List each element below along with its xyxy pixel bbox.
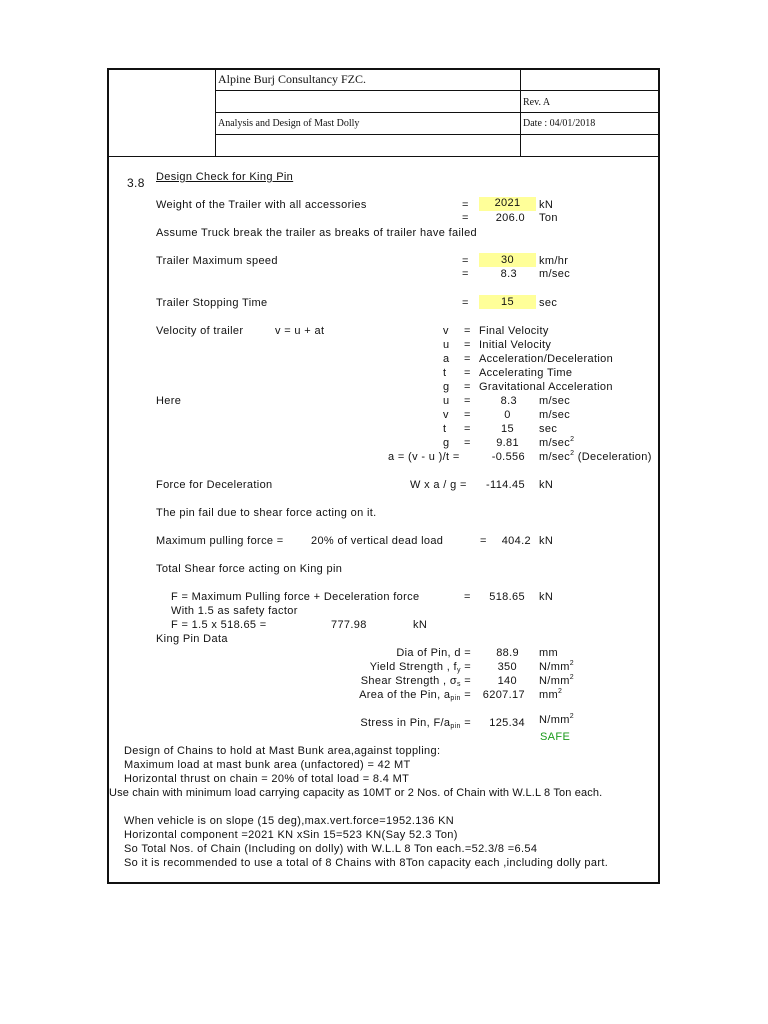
chains-line-1: Design of Chains to hold at Mast Bunk area,against toppling: [124,745,441,757]
here-unit-g [539,437,574,450]
f2-unit: kN [413,619,428,631]
pull-label: Maximum pulling force = [156,535,284,547]
pull-percent: 20% of vertical dead load [311,535,444,547]
unit-text: N/mm [539,714,570,726]
here-label: Here [156,395,182,407]
here-value: 15 [501,423,514,435]
weight-kn-value: 2021 [494,197,521,209]
here-symbol: v [443,409,449,421]
weight-ton-equals: = [462,212,469,224]
chains-line-2: Maximum load at mast bunk area (unfactored) = 42 MT [124,759,411,771]
chains-line-3: Horizontal thrust on chain = 20% of total load = 8.4 MT [124,773,410,785]
def-description: Gravitational Acceleration [479,381,613,393]
shear-strength-unit [539,675,574,688]
yield-text: Yield Strength , f [369,661,457,673]
here-value: 9.81 [496,437,519,449]
def-equals: = [464,367,471,379]
decel-formula: W x a / g = [410,479,467,491]
subscript-pin: pin [450,695,461,702]
def-symbol: v [443,325,449,337]
here-equals: = [464,423,471,435]
header-col-left [215,68,216,156]
total-shear-label: Total Shear force acting on King pin [156,563,343,575]
subscript-pin: pin [450,723,461,730]
def-equals: = [464,353,471,365]
document-subject: Analysis and Design of Mast Dolly [218,118,360,129]
superscript-2: 2 [569,674,574,681]
stress-value: 125.34 [489,717,525,729]
speed-kmhr-unit: km/hr [539,255,569,267]
def-symbol: a [443,353,450,365]
stress-label: Stress in Pin, $F/a_{pin}$ = [360,717,471,730]
pull-unit: kN [539,535,554,547]
a-value: -0.556 [491,451,525,463]
dia-label: Dia of Pin, d = [396,647,471,659]
f-equals: = [464,591,471,603]
area-text: Area of the Pin, a [359,689,451,701]
weight-ton-unit: Ton [539,212,558,224]
pull-value: 404.2 [501,535,531,547]
here-symbol: g [443,437,450,449]
chains-line-6: Horizontal component =2021 KN xSin 15=523 KN(Say 52.3 Ton) [124,829,458,841]
stress-text: Stress in Pin, F/a [360,717,451,729]
unit-text: mm [539,689,559,701]
chains-line-7: So Total Nos. of Chain (Including on dolly) with W.L.L 8 Ton each.=52.3/8 =6.54 [124,843,538,855]
speed-label: Trailer Maximum speed [156,255,278,267]
unit-text: N/mm [539,661,570,673]
safe-status: SAFE [540,731,571,743]
here-unit: m/sec [539,409,571,421]
section-number: 3.8 [127,176,145,190]
chains-line-4: Use chain with minimum load carrying capacity as 10MT or 2 Nos. of Chain with W.L.L 8 Ton each. [109,787,603,799]
speed-kmhr-value: 30 [501,254,514,266]
yield-value: 350 [497,661,517,673]
dia-value: 88.9 [496,647,519,659]
superscript-2: 2 [570,450,575,457]
header-rule-3 [215,134,660,135]
section-title: Design Check for King Pin [156,171,294,183]
here-value: 8.3 [500,395,517,407]
decel-label: Force for Deceleration [156,479,273,491]
dia-unit: mm [539,647,559,659]
def-symbol: u [443,339,450,351]
shear-strength-text: Shear Strength , σ [360,675,457,687]
def-equals: = [464,325,471,337]
def-description: Accelerating Time [479,367,573,379]
decel-unit: kN [539,479,554,491]
header-col-right [520,68,521,156]
f2-equation: F = 1.5 x 518.65 = [171,619,267,631]
here-unit: m/sec [539,395,571,407]
stress-unit [539,714,574,727]
speed-ms-value: 8.3 [500,268,517,280]
superscript-2: 2 [570,436,575,443]
def-equals: = [464,381,471,393]
area-label: Area of the Pin, $a_{pin}$ = [359,689,471,702]
header-rule-bottom [107,156,660,157]
header-rule-1 [215,90,660,91]
shear-strength-value: 140 [497,675,517,687]
speed-ms-equals: = [462,268,469,280]
area-unit [539,689,562,702]
f2-value: 777.98 [331,619,367,631]
unit-text: m/sec [539,451,571,463]
f-equation: F = Maximum Pulling force + Deceleration force [171,591,420,603]
speed-kmhr-equals: = [462,255,469,267]
weight-kn-unit: kN [539,199,554,211]
unit-text: m/sec [539,437,571,449]
company-name: Alpine Burj Consultancy FZC. [218,72,366,86]
here-unit: sec [539,423,558,435]
subscript-s: s [456,681,461,688]
weight-label: Weight of the Trailer with all accessories [156,199,367,211]
weight-ton-value: 206.0 [495,212,525,224]
yield-label: Yield Strength , $f_y$ = [369,661,471,674]
revision: Rev. A [523,97,551,108]
kingpin-title: King Pin Data [156,633,228,645]
stop-equals: = [462,297,469,309]
f-value: 518.65 [489,591,525,603]
stop-label: Trailer Stopping Time [156,297,268,309]
superscript-2: 2 [569,713,574,720]
superscript-2: 2 [558,688,563,695]
header-rule-2 [215,112,660,113]
weight-kn-equals: = [462,199,469,211]
a-unit [539,451,652,464]
velocity-label: Velocity of trailer [156,325,244,337]
document-date: Date : 04/01/2018 [523,118,596,129]
stop-value: 15 [501,296,514,308]
a-formula: a = (v - u )/t = [388,451,460,463]
chains-line-8: So it is recommended to use a total of 8 Chains with 8Ton capacity each ,including dolly part. [124,857,609,869]
subscript-y: y [456,667,461,674]
safety-factor-text: With 1.5 as safety factor [171,605,298,617]
pull-equals: = [480,535,487,547]
shear-strength-label: Shear Strength , $\sigma_s$ = [360,675,471,688]
def-description: Final Velocity [479,325,549,337]
decel-value: -114.45 [486,479,525,491]
assume-text: Assume Truck break the trailer as breaks of trailer have failed [156,227,478,239]
area-value: 6207.17 [482,689,525,701]
def-equals: = [464,339,471,351]
here-symbol: u [443,395,450,407]
yield-unit [539,661,574,674]
speed-ms-unit: m/sec [539,268,571,280]
deceleration-note: (Deceleration) [577,451,652,463]
here-equals: = [464,395,471,407]
here-symbol: t [443,423,447,435]
def-symbol: t [443,367,447,379]
fail-text: The pin fail due to shear force acting on it. [156,507,377,519]
chains-line-5: When vehicle is on slope (15 deg),max.vert.force=1952.136 KN [124,815,455,827]
here-equals: = [464,409,471,421]
here-value: 0 [504,409,511,421]
unit-text: N/mm [539,675,570,687]
here-equals: = [464,437,471,449]
f-unit: kN [539,591,554,603]
stop-unit: sec [539,297,558,309]
def-description: Acceleration/Deceleration [479,353,614,365]
def-symbol: g [443,381,450,393]
def-description: Initial Velocity [479,339,552,351]
velocity-formula: v = u + at [275,325,325,337]
superscript-2: 2 [569,660,574,667]
